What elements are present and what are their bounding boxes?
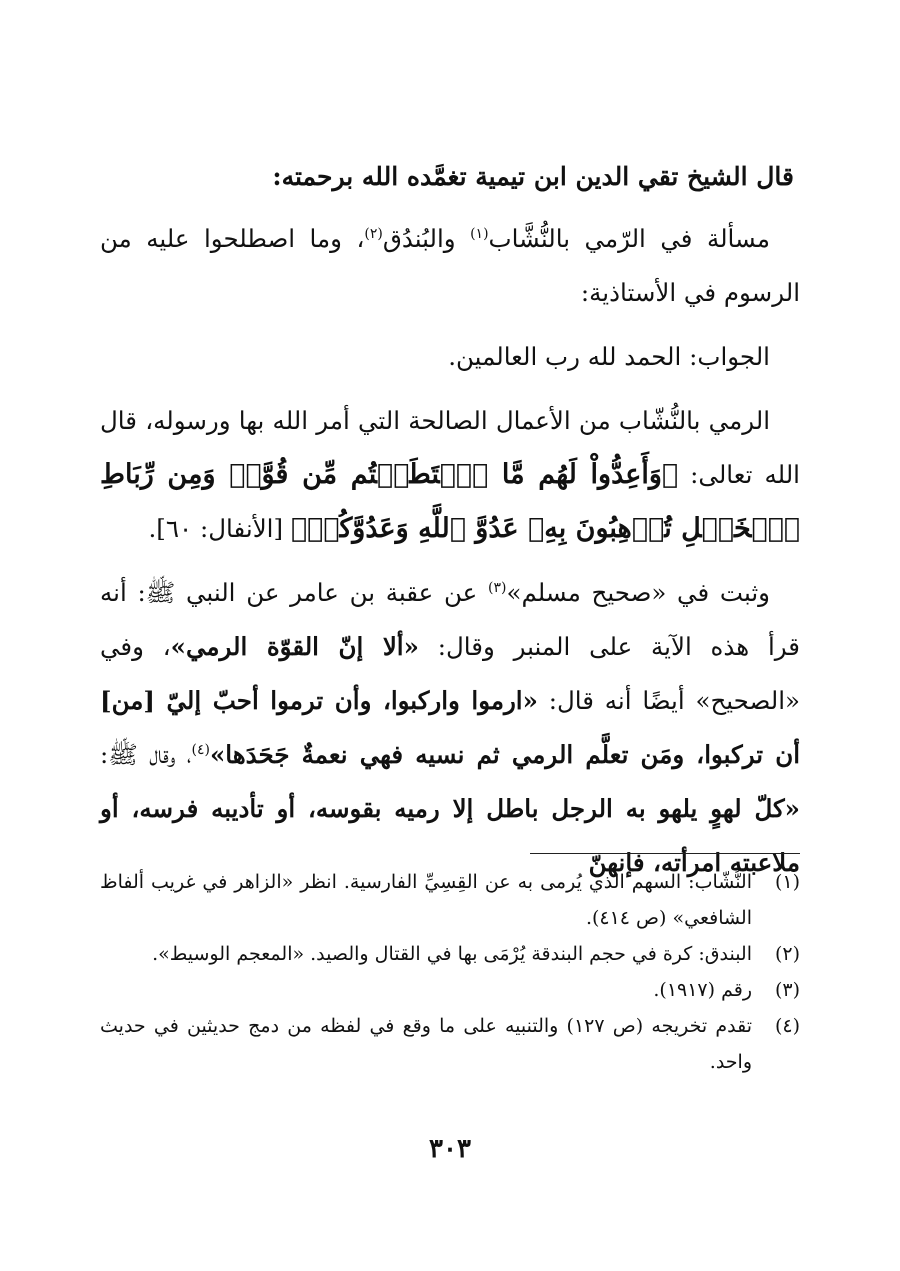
page-number: ٣٠٣ — [429, 1134, 471, 1164]
paragraph-hadith — [100, 566, 800, 890]
footnote-item — [100, 1008, 800, 1080]
quran-verse: ﴿وَأَعِدُّواْ لَهُم مَّا ٱسۡتَطَعۡتُم مِّن قُوَّةٖ وَمِن رِّبَاطِ ٱلۡخَيۡلِ تُرۡهِبُونَ بِهِۦ عَدُوَّ ٱللَّهِ وَعَدُوَّكُمۡ﴾ — [100, 459, 800, 544]
hadith-quote-2: «ارموا واركبوا، وأن ترموا أحبّ إليّ [من] أن تركبوا، ومَن تعلَّم الرمي ثم نسيه فهي نعمةٌ جَحَدَها» — [100, 686, 800, 769]
footnote-divider — [530, 853, 800, 854]
footnote-text: البندق: كرة في حجم البندقة يُرْمَى بها في القتال والصيد. «المعجم الوسيط». — [152, 943, 752, 965]
hadith-text-a: وثبت في «صحيح مسلم» — [506, 578, 770, 607]
question-text-a: مسألة في الرّمي بالنُّشَّاب — [488, 224, 770, 253]
footnote-number: (٣) — [774, 979, 800, 1001]
paragraph-answer-opening: الجواب: الحمد لله رب العالمين. — [448, 342, 770, 371]
paragraph-question — [100, 212, 800, 320]
page-heading: قال الشيخ تقي الدين ابن تيمية تغمَّده الله برحمته: — [272, 162, 794, 191]
hadith-quote-1: «ألا إنّ القوّة الرمي» — [170, 632, 419, 661]
footnote-ref-2[interactable]: (٢) — [364, 225, 383, 242]
footnote-text: رقم (١٩١٧). — [653, 979, 752, 1001]
main-text — [100, 152, 800, 890]
footnote-number: (٢) — [774, 943, 800, 965]
footnote-item — [100, 936, 800, 972]
footnote-item — [100, 864, 800, 936]
hadith-text-c: ، وفي «الصحيح» أيضًا أنه قال: — [100, 632, 800, 715]
question-text-c: ، وما اصطلحوا عليه من الرسوم في الأستاذية: — [100, 224, 800, 307]
verse-intro: الرمي بالنُّشّاب من الأعمال الصالحة التي أمر الله بها ورسوله، قال الله تعالى: — [100, 406, 800, 489]
hadith-quote-3: «كلّ لهوٍ يلهو به الرجل باطل إلا رميه بقوسه، أو تأديبه فرسه، أو ملاعبته امرأته، فإنهنّ — [100, 794, 800, 877]
verse-citation: [الأنفال: ٦٠]. — [148, 514, 291, 543]
footnote-number: (١) — [774, 871, 800, 893]
footnote-number: (٤) — [774, 1015, 800, 1037]
question-text-b: والبُندُق — [382, 224, 471, 253]
hadith-text-b: عن عقبة بن عامر عن النبي ﷺ: أنه قرأ هذه الآية على المنبر وقال: — [100, 578, 800, 661]
footnotes — [100, 864, 800, 1080]
footnote-ref-1[interactable]: (١) — [470, 225, 489, 242]
footnote-ref-4[interactable]: (٤) — [191, 741, 210, 758]
footnote-item — [100, 972, 800, 1008]
paragraph-quran-verse — [100, 394, 800, 556]
footnote-ref-3[interactable]: (٣) — [487, 579, 507, 596]
footnote-text: تقدم تخريجه (ص ١٢٧) والتنبيه على ما وقع في لفظه من دمج حديثين في حديث واحد. — [100, 1015, 752, 1073]
footnote-text: النُّشّاب: السهم الذي يُرمى به عن القِسِيِّ الفارسية. انظر «الزاهر في غريب ألفاظ الشافعي» (ص ٤١٤). — [100, 871, 752, 929]
hadith-text-d: ، وقال ﷺ: — [100, 740, 192, 769]
